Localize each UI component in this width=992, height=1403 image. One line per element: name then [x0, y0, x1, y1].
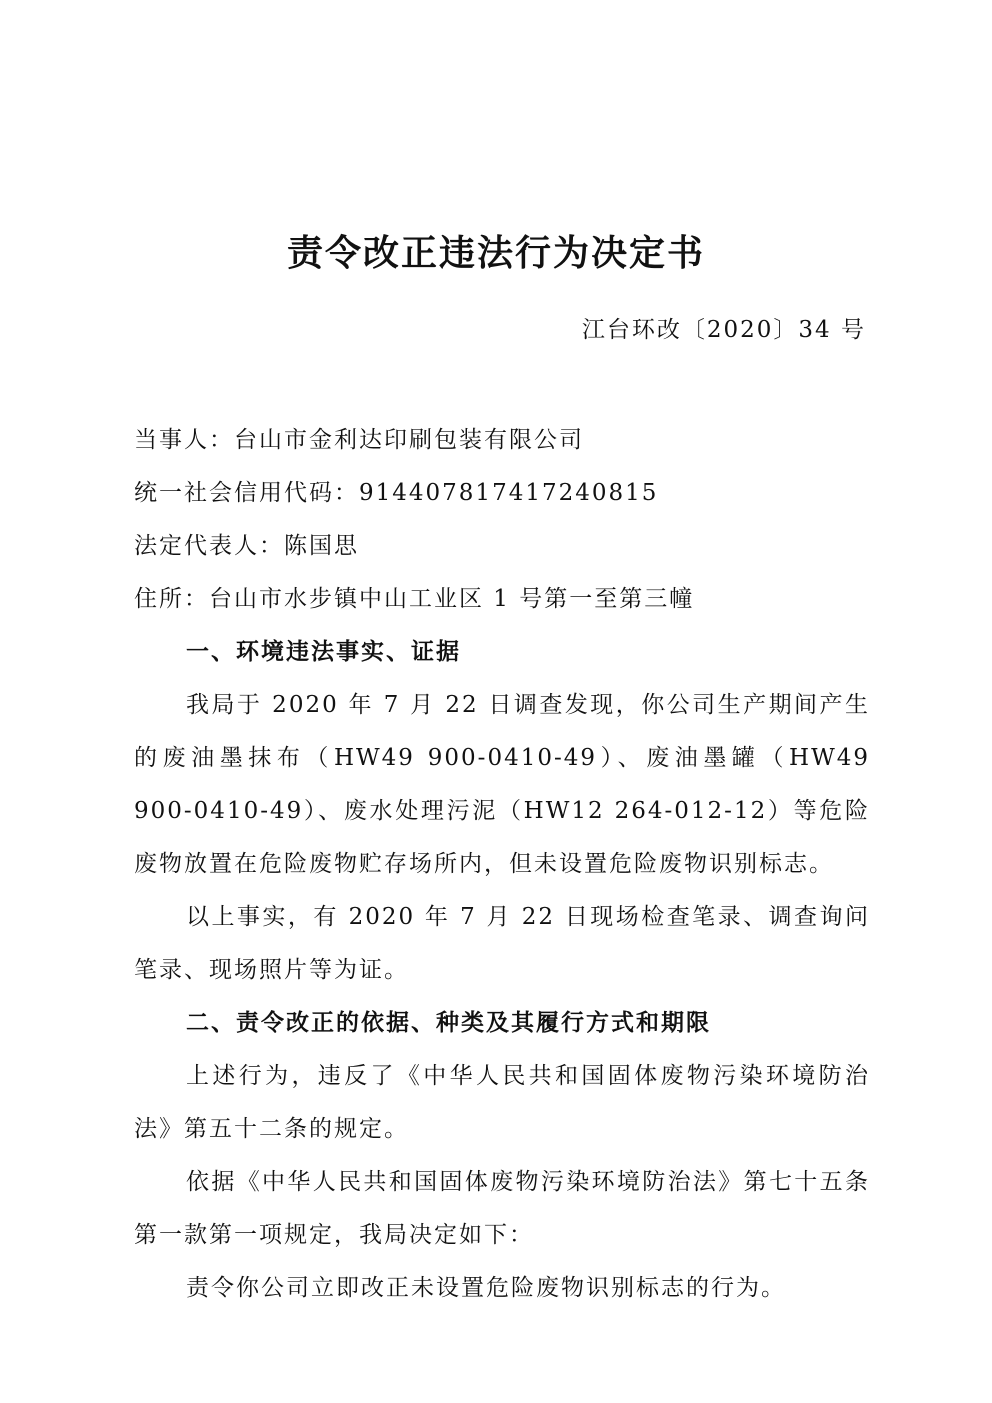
document-body: [134, 414, 870, 1315]
section-2-heading: 二、责令改正的依据、种类及其履行方式和期限: [186, 1010, 711, 1036]
document-number: 江台环改〔2020〕34 号: [581, 317, 866, 343]
party-address: 住所：台山市水步镇中山工业区 1 号第一至第三幢: [134, 586, 695, 612]
document-title: 责令改正违法行为决定书: [286, 233, 705, 274]
section-1-fact-paragraph: 我局于 2020 年 7 月 22 日调查发现，你公司生产期间产生的废油墨抹布（HW49 900-0410-49）、废油墨罐（HW49 900-0410-49）、废水处理污泥（HW12 264-012-12）等危险废物放置在危险废物贮存场所内，但未设置危险废物识别标志。: [134, 692, 870, 877]
legal-representative: 法定代表人：陈国思: [134, 533, 359, 559]
section-1-heading: 一、环境违法事实、证据: [186, 639, 461, 665]
section-2-basis-paragraph: 依据《中华人民共和国固体废物污染环境防治法》第七十五条第一款第一项规定，我局决定如下：: [134, 1169, 870, 1248]
credit-code: 统一社会信用代码：914407817417240815: [134, 480, 659, 506]
section-1-evidence-paragraph: 以上事实，有 2020 年 7 月 22 日现场检查笔录、调查询问笔录、现场照片等为证。: [134, 904, 870, 983]
party-name: 当事人：台山市金利达印刷包装有限公司: [134, 427, 584, 453]
section-2-order-paragraph: 责令你公司立即改正未设置危险废物识别标志的行为。: [186, 1275, 786, 1301]
section-2-violation-paragraph: 上述行为，违反了《中华人民共和国固体废物污染环境防治法》第五十二条的规定。: [134, 1063, 870, 1142]
